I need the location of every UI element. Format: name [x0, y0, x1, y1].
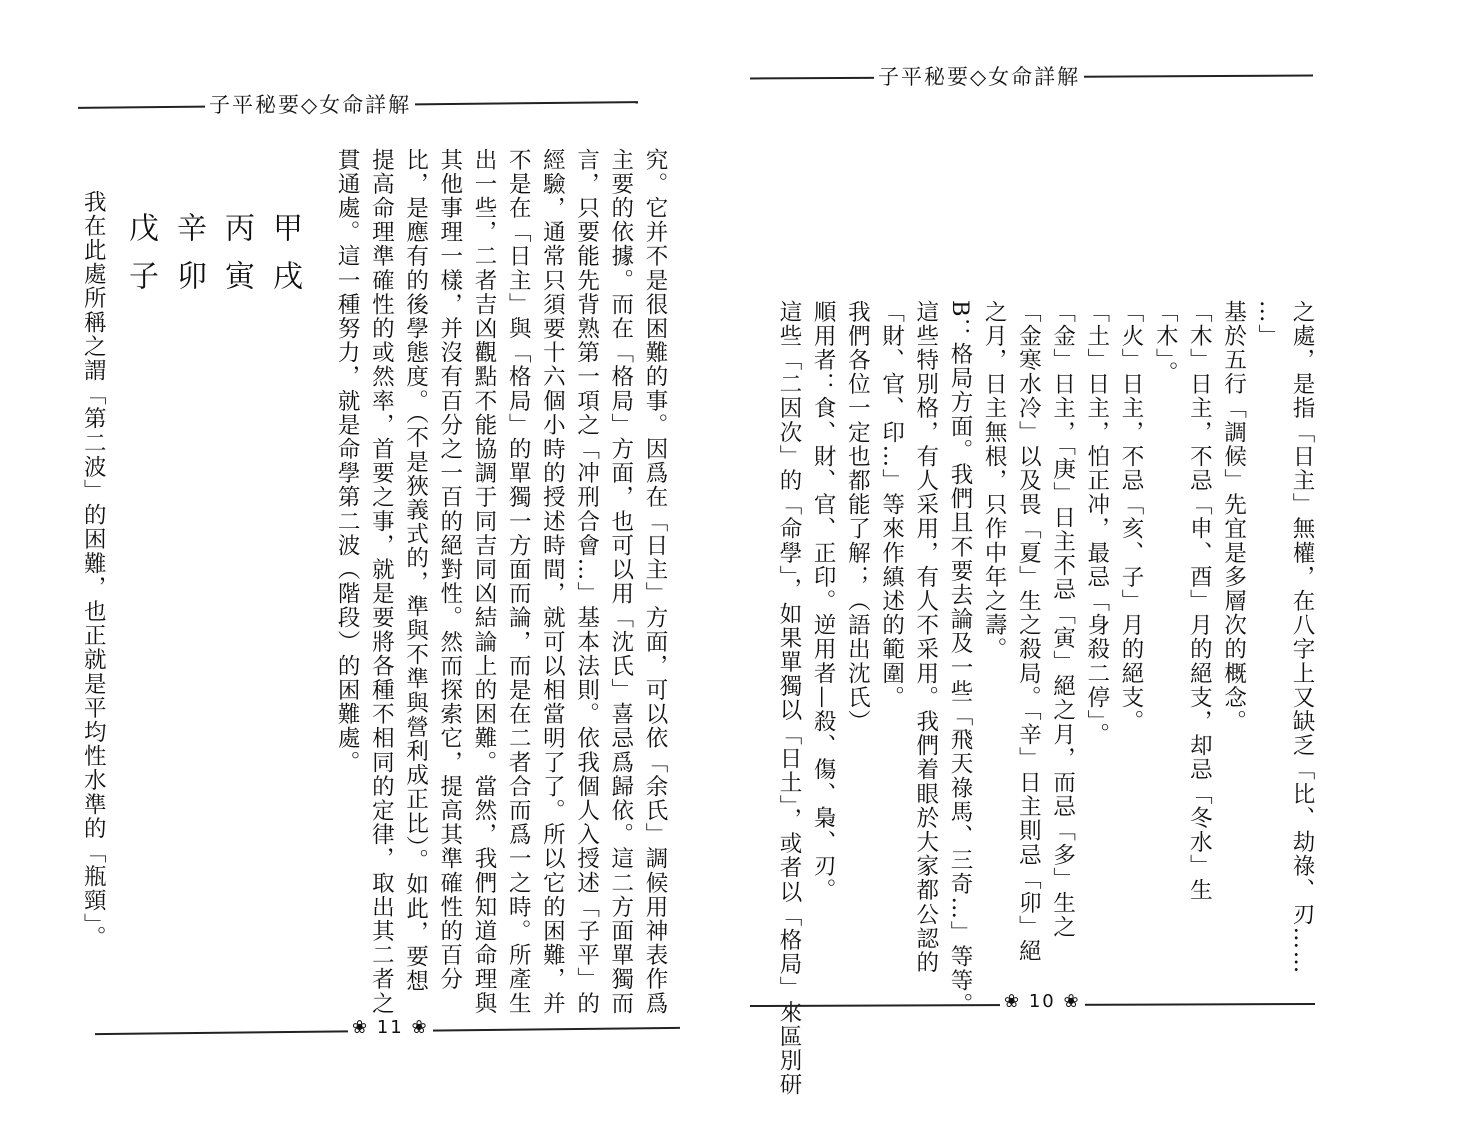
running-header: 子平秘要◇女命詳解 [205, 89, 415, 119]
text-column: 主要的依據。而在「格局」方面，也可以用「沈氏」喜忌爲歸依。這二方面單獨而 [607, 148, 634, 1016]
right-page [734, 0, 1469, 1122]
running-header: 子平秘要◇女命詳解 [874, 61, 1084, 91]
text-column: 經驗，通常只須要十六個小時的授述時間，就可以相當明了了。所以它的困難，并 [539, 148, 566, 1016]
text-column: 貫通處。這一種努力，就是命學第二波（階段）的困難處。 [334, 148, 361, 775]
text-column: 我們各位一定也都能了解；（語出沈氏） [844, 300, 871, 734]
text-column: 不是在「日主」與「格局」的單獨一方面而論，而是在二者合而爲一之時。所產生 [505, 148, 532, 1016]
text-column: B：格局方面。我們且不要去論及一些「飛天祿馬、三奇…」等等。 [946, 300, 973, 1018]
text-column: 這些特別格，有人采用，有人不采用。我們着眼於大家都公認的 [912, 300, 939, 975]
text-column: 「金寒水冷」以及畏「夏」生之殺局。「辛」日主則忌「卯」絕 [1015, 300, 1042, 964]
left-page [0, 0, 734, 1122]
text-column: 提高命理準確性的或然率，首要之事，就是要將各種不相同的定律，取出其二者之 [368, 148, 395, 1016]
ganzhi-pillar: 辛卯 [171, 212, 206, 308]
ganzhi-pillar: 戊子 [123, 212, 158, 308]
text-column: 言，只要能先背熟第一項之「冲刑合會…」基本法則。依我個人入授述「子平」的 [573, 148, 600, 1016]
page-number: ❀ 10 ❀ [1000, 991, 1085, 1012]
ganzhi-pillar: 丙寅 [219, 212, 254, 308]
text-column: 「木」。 [1152, 300, 1179, 386]
text-column: 「財、官、印…」等來作縝述的範圍。 [878, 300, 905, 710]
text-column: …」 [1254, 300, 1281, 349]
text-column: 「土」日主，怕正冲，最忌「身殺二停」。 [1083, 300, 1110, 747]
ganzhi-pillar: 甲戌 [267, 212, 302, 308]
page-number: ❀ 11 ❀ [348, 1017, 433, 1038]
text-column: 這些「二因次」的「命學」，如果單獨以「日土」，或者以「格局」來區別研 [775, 300, 802, 1097]
text-column: 比，是應有的後學態度。（不是狹義式的，準與不準與營利成正比）。如此，要想 [402, 148, 429, 994]
text-column: 基於五行「調候」先宜是多層次的概念。 [1220, 300, 1247, 734]
text-column: 「木」日主，不忌「申、酉」月的絕支，却忌「冬水」生 [1186, 300, 1213, 903]
text-column: 「金」日主，「庚」日主不忌「寅」絕之月，而忌「多」生之 [1049, 300, 1076, 940]
closing-line: 我在此處所稱之謂「第二波」的困難，也正就是平均性水準的「瓶頸」。 [80, 190, 107, 950]
text-column: 之處，是指「日主」無權，在八字上又缺乏「比、劫祿、刃…… [1289, 300, 1315, 975]
text-column: 之月，日主無根，只作中年之壽。 [981, 300, 1008, 662]
text-column: 出一些，二者吉凶觀點不能協調于同吉同凶結論上的困難。當然，我們知道命理與 [470, 148, 497, 1016]
ganzhi-chart [116, 212, 308, 372]
text-column: 順用者：食、財、官、正印。逆用者—殺、傷、梟、刃。 [810, 300, 837, 903]
body-paragraph [330, 148, 672, 1018]
text-column: 「火」日主，不忌「亥、子」月的絕支。 [1117, 300, 1144, 734]
text-column: 究。它并不是很困難的事。因爲在「日主」方面，可以依「余氏」調候用神表作爲 [642, 148, 668, 1016]
text-column: 其他事理一樣，并沒有百分之一百的絕對性。然而探索它，提高其準確性的百分 [436, 148, 463, 992]
